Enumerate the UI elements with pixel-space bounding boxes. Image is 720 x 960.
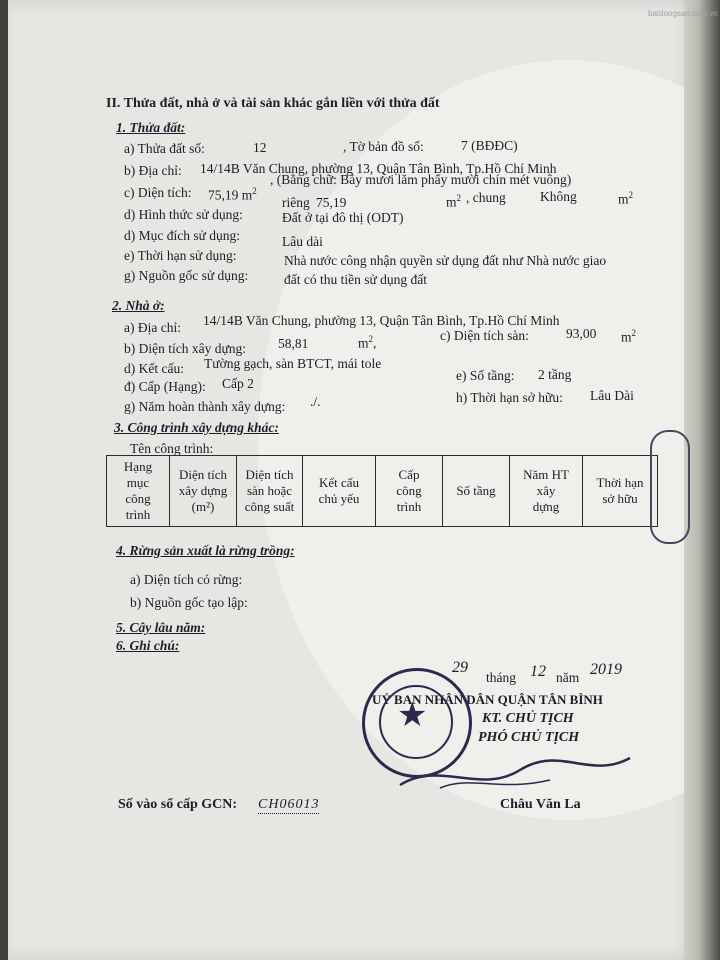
notes-heading: 6. Ghi chú:	[116, 638, 180, 653]
works-col-year: Năm HT xây dựng	[510, 456, 583, 527]
land-address-label: b) Địa chỉ:	[124, 163, 182, 178]
works-header-row	[107, 456, 658, 527]
works-col-floor-area: Diện tích sàn hoặc công suất	[237, 456, 303, 527]
house-address-value: 14/14B Văn Chung, phường 13, Quận Tân Bình, Tp.Hồ Chí Minh	[203, 313, 560, 328]
shared-area-value: Không	[540, 189, 577, 204]
works-table	[106, 455, 658, 527]
shared-area-label: , chung	[466, 190, 506, 205]
land-area-label: c) Diện tích:	[124, 185, 192, 200]
authority-name: UỶ BAN NHÂN DÂN QUẬN TÂN BÌNH	[372, 692, 603, 707]
forest-origin-label: b) Nguồn gốc tạo lập:	[130, 595, 248, 610]
handwritten-signature	[380, 740, 640, 800]
registration-side-stamp	[650, 430, 690, 544]
date-year-label: năm	[556, 670, 580, 685]
works-col-structure: Kết cấu chủ yếu	[303, 456, 376, 527]
floor-area-label: c) Diện tích sàn:	[440, 328, 529, 343]
structure-value: Tường gạch, sàn BTCT, mái tole	[204, 356, 382, 371]
grade-label: đ) Cấp (Hạng):	[124, 379, 206, 394]
land-area-value: 75,19 $m^2$	[208, 186, 257, 203]
works-col-term: Thời hạn sở hữu	[583, 456, 658, 527]
forest-heading: 4. Rừng sản xuất là rừng trồng:	[116, 543, 295, 558]
usage-purpose-value: Đất ở tại đô thị (ODT)	[282, 210, 404, 225]
floor-area-value: 93,00	[566, 326, 597, 341]
usage-term-value: Lâu dài	[282, 234, 323, 249]
works-col-build-area: Diện tích xây dựng (m²)	[170, 456, 237, 527]
private-area-value: 75,19	[316, 195, 347, 210]
usage-origin-line-2: đất có thu tiền sử dụng đất	[284, 272, 428, 287]
floor-area-unit: $m^2$	[621, 328, 637, 345]
land-heading: 1. Thửa đất:	[116, 120, 186, 135]
shared-area-unit: $m^2$	[618, 190, 634, 207]
private-area-label: riêng	[282, 195, 310, 210]
land-address-value: 14/14B Văn Chung, phường 13, Quận Tân Bình, Tp.Hồ Chí Minh	[200, 161, 557, 176]
completion-year-value: ./.	[310, 394, 321, 409]
ownership-term-value: Lâu Dài	[590, 388, 634, 403]
usage-purpose-label: d) Mục đích sử dụng:	[124, 228, 241, 243]
floors-label: e) Số tầng:	[456, 368, 515, 383]
usage-term-label: e) Thời hạn sử dụng:	[124, 248, 237, 263]
perennial-heading: 5. Cây lâu năm:	[116, 620, 206, 635]
land-area-words: , (Bằng chữ: Bảy mươi lăm phẩy mười chín mét vuông)	[270, 172, 572, 187]
floors-value: 2 tầng	[538, 367, 572, 382]
usage-origin-label: g) Nguồn gốc sử dụng:	[124, 268, 249, 283]
house-heading: 2. Nhà ở:	[112, 298, 165, 313]
grade-value: Cấp 2	[222, 376, 254, 391]
works-name-label: Tên công trình:	[130, 441, 214, 456]
date-month-label: tháng	[486, 670, 516, 685]
house-address-label: a) Địa chỉ:	[124, 320, 181, 335]
date-day: 29	[452, 659, 468, 676]
private-area-unit: $m^2$	[446, 193, 462, 210]
structure-label: d) Kết cấu:	[124, 361, 184, 376]
map-sheet-value: 7 (BĐĐC)	[461, 138, 518, 153]
parcel-number-label: a) Thửa đất số:	[124, 141, 205, 156]
date-year: 2019	[590, 661, 622, 678]
usage-origin-line-1: Nhà nước công nhận quyền sử dụng đất như Nhà nước giao	[284, 253, 607, 268]
signer-role-1: KT. CHỦ TỊCH	[482, 711, 574, 726]
completion-year-label: g) Năm hoàn thành xây dựng:	[124, 399, 286, 414]
build-area-unit: $m^2$,	[358, 334, 377, 351]
map-sheet-label: , Tờ bản đồ số:	[343, 139, 424, 154]
watermark-text: batdongsan.com.vn	[648, 9, 718, 18]
section-title: II. Thửa đất, nhà ở và tài sản khác gắn liền với thửa đất	[106, 96, 440, 111]
ownership-term-label: h) Thời hạn sở hữu:	[456, 390, 563, 405]
signer-role-2: PHÓ CHỦ TỊCH	[478, 730, 580, 745]
build-area-label: b) Diện tích xây dựng:	[124, 341, 247, 356]
works-col-category: Hạng mục công trình	[107, 456, 170, 527]
build-area-value: 58,81	[278, 336, 309, 351]
forest-area-label: a) Diện tích có rừng:	[130, 572, 243, 587]
works-col-grade: Cấp công trình	[376, 456, 443, 527]
parcel-number-value: 12	[253, 140, 267, 155]
works-heading: 3. Công trình xây dựng khác:	[114, 420, 279, 435]
signer-name: Châu Văn La	[500, 797, 581, 812]
usage-form-label: d) Hình thức sử dụng:	[124, 207, 243, 222]
seal-star-icon: ★	[397, 697, 428, 734]
works-col-floors: Số tầng	[443, 456, 510, 527]
date-month: 12	[530, 663, 546, 680]
registry-label: Số vào sổ cấp GCN:	[118, 797, 238, 812]
registry-value: CH06013	[258, 797, 320, 812]
